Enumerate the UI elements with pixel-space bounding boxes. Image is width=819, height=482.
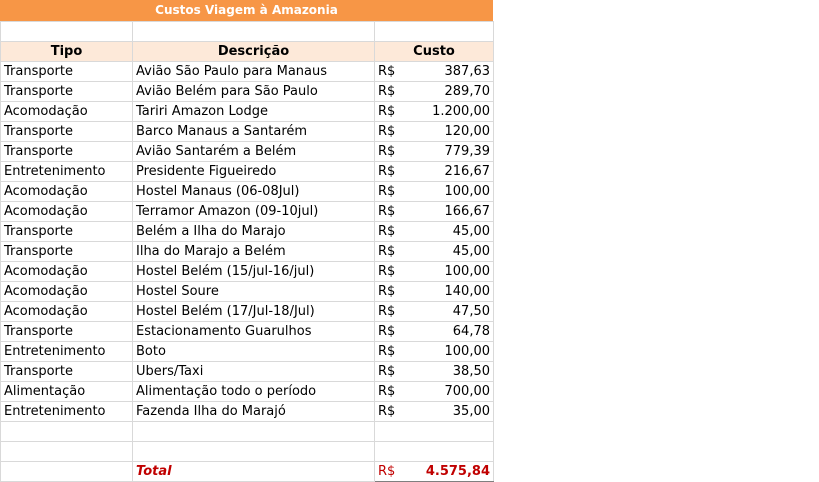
table-row: [1, 222, 494, 242]
cost-table: [0, 21, 494, 482]
cell-descricao[interactable]: Barco Manaus a Santarém: [133, 122, 375, 142]
cell-tipo[interactable]: Transporte: [1, 82, 133, 102]
table-row: [1, 122, 494, 142]
currency-symbol: R$: [378, 104, 396, 119]
cell-custo[interactable]: [375, 202, 494, 222]
cost-amount: 289,70: [444, 84, 490, 99]
currency-symbol: R$: [378, 244, 396, 259]
cell-tipo[interactable]: Transporte: [1, 322, 133, 342]
total-value: [378, 462, 490, 481]
cost-value: [378, 262, 490, 281]
empty-row: [1, 422, 494, 442]
cell-descricao[interactable]: Ilha do Marajo a Belém: [133, 242, 375, 262]
cost-value: [378, 242, 490, 261]
cell[interactable]: [375, 22, 494, 42]
cell-tipo[interactable]: Transporte: [1, 242, 133, 262]
cell-custo[interactable]: [375, 122, 494, 142]
cost-amount: 120,00: [444, 124, 490, 139]
cell-descricao[interactable]: Ubers/Taxi: [133, 362, 375, 382]
currency-symbol: R$: [378, 264, 396, 279]
cell-custo[interactable]: [375, 402, 494, 422]
cost-amount: 45,00: [452, 224, 490, 239]
cell-custo[interactable]: [375, 322, 494, 342]
cell[interactable]: [375, 422, 494, 442]
cell-descricao[interactable]: Hostel Manaus (06-08Jul): [133, 182, 375, 202]
cost-value: [378, 402, 490, 421]
cell-tipo[interactable]: Acomodação: [1, 302, 133, 322]
cost-amount: 166,67: [444, 204, 490, 219]
cell-tipo[interactable]: Transporte: [1, 62, 133, 82]
cost-amount: 387,63: [444, 64, 490, 79]
currency-symbol: R$: [378, 384, 396, 399]
table-row: [1, 262, 494, 282]
cell-descricao[interactable]: Avião Belém para São Paulo: [133, 82, 375, 102]
cell-descricao[interactable]: Estacionamento Guarulhos: [133, 322, 375, 342]
table-row: [1, 282, 494, 302]
cell-tipo[interactable]: Transporte: [1, 142, 133, 162]
cell-tipo[interactable]: Acomodação: [1, 102, 133, 122]
cell-tipo[interactable]: Acomodação: [1, 262, 133, 282]
spacer-row: [1, 22, 494, 42]
currency-symbol: R$: [378, 224, 396, 239]
cell-custo[interactable]: [375, 382, 494, 402]
cell-tipo[interactable]: Acomodação: [1, 182, 133, 202]
table-row: [1, 322, 494, 342]
currency-symbol: R$: [378, 284, 396, 299]
cost-value: [378, 302, 490, 321]
cost-value: [378, 322, 490, 341]
currency-symbol: R$: [378, 404, 396, 419]
cell-descricao[interactable]: Tariri Amazon Lodge: [133, 102, 375, 122]
cell-descricao[interactable]: Avião São Paulo para Manaus: [133, 62, 375, 82]
cost-value: [378, 282, 490, 301]
cell-tipo[interactable]: Alimentação: [1, 382, 133, 402]
cell-custo[interactable]: [375, 262, 494, 282]
cost-amount: 45,00: [452, 244, 490, 259]
cell-custo[interactable]: [375, 282, 494, 302]
cell-descricao[interactable]: Terramor Amazon (09-10jul): [133, 202, 375, 222]
table-row: [1, 62, 494, 82]
currency-symbol: R$: [378, 164, 396, 179]
cell-descricao[interactable]: Alimentação todo o período: [133, 382, 375, 402]
cell-tipo[interactable]: Entretenimento: [1, 402, 133, 422]
cost-value: [378, 162, 490, 181]
cost-value: [378, 222, 490, 241]
cost-value: [378, 142, 490, 161]
cell-tipo[interactable]: Acomodação: [1, 282, 133, 302]
cell-custo[interactable]: [375, 162, 494, 182]
currency-symbol: R$: [378, 324, 396, 339]
total-cell[interactable]: [375, 462, 494, 482]
cost-value: [378, 122, 490, 141]
table-row: [1, 102, 494, 122]
cell[interactable]: [133, 442, 375, 462]
cell-custo[interactable]: [375, 362, 494, 382]
cost-amount: 779,39: [444, 144, 490, 159]
header-descricao[interactable]: Descrição: [133, 42, 375, 62]
cell-descricao[interactable]: Boto: [133, 342, 375, 362]
cost-amount: 216,67: [444, 164, 490, 179]
table-row: [1, 202, 494, 222]
total-label[interactable]: Total: [133, 462, 375, 482]
table-row: [1, 242, 494, 262]
cell-tipo[interactable]: Transporte: [1, 222, 133, 242]
table-row: [1, 302, 494, 322]
cell-descricao[interactable]: Hostel Belém (15/jul-16/jul): [133, 262, 375, 282]
table-row: [1, 362, 494, 382]
cell[interactable]: [133, 22, 375, 42]
cell-custo[interactable]: [375, 342, 494, 362]
cell-descricao[interactable]: Fazenda Ilha do Marajó: [133, 402, 375, 422]
cost-value: [378, 202, 490, 221]
cost-amount: 700,00: [444, 384, 490, 399]
table-row: [1, 182, 494, 202]
currency-symbol: R$: [378, 124, 396, 139]
currency-symbol: R$: [378, 364, 396, 379]
cost-amount: 100,00: [444, 344, 490, 359]
cost-amount: 64,78: [452, 324, 490, 339]
cell-tipo[interactable]: Entretenimento: [1, 342, 133, 362]
currency-symbol: R$: [378, 64, 396, 79]
cell[interactable]: [133, 422, 375, 442]
cell-custo[interactable]: [375, 302, 494, 322]
cost-amount: 1.200,00: [432, 104, 490, 119]
cell[interactable]: [1, 462, 133, 482]
cell-descricao[interactable]: Hostel Belém (17/Jul-18/Jul): [133, 302, 375, 322]
cell-custo[interactable]: [375, 242, 494, 262]
cell-custo[interactable]: [375, 142, 494, 162]
cost-value: [378, 102, 490, 121]
total-amount: 4.575,84: [425, 464, 490, 479]
currency-symbol: R$: [378, 144, 396, 159]
cell-descricao[interactable]: Hostel Soure: [133, 282, 375, 302]
cell-descricao[interactable]: Belém a Ilha do Marajo: [133, 222, 375, 242]
table-row: [1, 402, 494, 422]
table-row: [1, 342, 494, 362]
cost-amount: 140,00: [444, 284, 490, 299]
cell-custo[interactable]: [375, 62, 494, 82]
cost-amount: 38,50: [452, 364, 490, 379]
cell-custo[interactable]: [375, 102, 494, 122]
cost-value: [378, 62, 490, 81]
table-row: [1, 82, 494, 102]
cell[interactable]: [1, 442, 133, 462]
cell[interactable]: [375, 442, 494, 462]
currency-symbol: R$: [378, 84, 396, 99]
cell-tipo[interactable]: Transporte: [1, 362, 133, 382]
currency-symbol: R$: [378, 304, 396, 319]
header-tipo[interactable]: Tipo: [1, 42, 133, 62]
cell[interactable]: [1, 22, 133, 42]
cell-descricao[interactable]: Avião Santarém a Belém: [133, 142, 375, 162]
cell-tipo[interactable]: Entretenimento: [1, 162, 133, 182]
cell-custo[interactable]: [375, 82, 494, 102]
currency-symbol: R$: [378, 204, 396, 219]
currency-symbol: R$: [378, 464, 396, 479]
empty-row: [1, 442, 494, 462]
cost-value: [378, 362, 490, 381]
cost-value: [378, 342, 490, 361]
cell-custo[interactable]: [375, 182, 494, 202]
cell-tipo[interactable]: Transporte: [1, 122, 133, 142]
table-row: [1, 142, 494, 162]
table-row: [1, 162, 494, 182]
cost-value: [378, 182, 490, 201]
cost-amount: 35,00: [452, 404, 490, 419]
cell-descricao[interactable]: Presidente Figueiredo: [133, 162, 375, 182]
cell[interactable]: [1, 422, 133, 442]
cost-amount: 100,00: [444, 184, 490, 199]
header-custo[interactable]: Custo: [375, 42, 494, 62]
table-row: [1, 382, 494, 402]
cost-amount: 100,00: [444, 264, 490, 279]
cell-custo[interactable]: [375, 222, 494, 242]
cost-value: [378, 82, 490, 101]
header-row: [1, 42, 494, 62]
cell-tipo[interactable]: Acomodação: [1, 202, 133, 222]
currency-symbol: R$: [378, 344, 396, 359]
total-row: [1, 462, 494, 482]
sheet-title[interactable]: Custos Viagem à Amazonia: [0, 0, 493, 21]
cost-amount: 47,50: [452, 304, 490, 319]
cost-value: [378, 382, 490, 401]
currency-symbol: R$: [378, 184, 396, 199]
